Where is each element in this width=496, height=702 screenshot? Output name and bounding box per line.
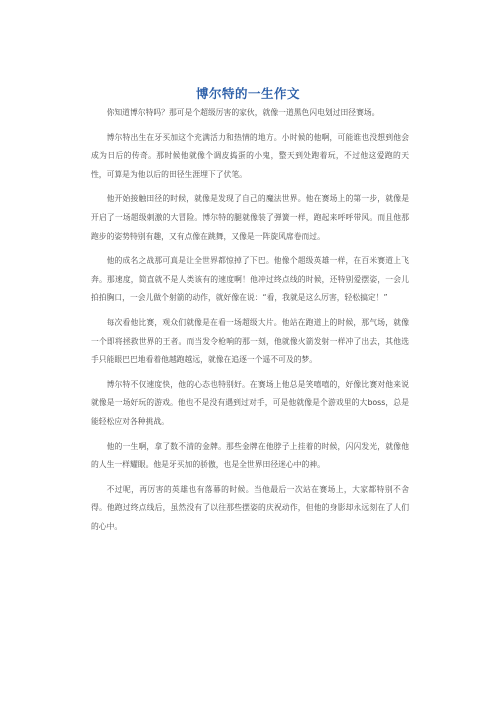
paragraph-8: 不过呢，再厉害的英雄也有落幕的时候。当他最后一次站在赛场上，大家都特别不舍得。他跑过终点线后，虽然没有了以往那些摆姿的庆祝动作，但他的身影却永远刻在了人们的心中。: [91, 484, 409, 531]
paragraph-2: 博尔特出生在牙买加这个充满活力和热情的地方。小时候的他啊，可能谁也没想到他会成为日后的传奇。那时候他就像个调皮捣蛋的小鬼，整天到处跑着玩，不过他这爱跑的天性，可算是为他以后的田径生涯埋下了伏笔。: [91, 132, 409, 179]
paragraph-6: 博尔特不仅速度快，他的心态也特别好。在赛场上他总是笑嘻嘻的，好像比赛对他来说就像是一场好玩的游戏。他也不是没有遇到过对手，可是他就像是个游戏里的大boss，总是能轻松应对各种挑战。: [91, 379, 409, 426]
paragraph-4: 他的成名之战那可真是让全世界都惊掉了下巴。他像个超级英雄一样，在百米赛道上飞奔。那速度，简直就不是人类该有的速度啊！他冲过终点线的时候，还特别爱摆姿，一会儿拍拍胸口，一会儿做个射箭的动作，就好像在说：“看，我就是这么厉害，轻松搞定！”: [91, 256, 409, 303]
paragraph-3: 他开始接触田径的时候，就像是发现了自己的魔法世界。他在赛场上的第一步，就像是开启了一场超级刺激的大冒险。博尔特的腿就像装了弹簧一样，跑起来呼呼带风。而且他那跑步的姿势特别有趣，又有点像在跳舞，又像是一阵旋风席卷而过。: [91, 194, 409, 241]
paragraph-5: 每次看他比赛，观众们就像是在看一场超级大片。他站在跑道上的时候，那气场，就像一个即将拯救世界的王者。而当发令枪响的那一刻，他就像火箭发射一样冲了出去，其他选手只能眼巴巴地看着他越跑越远，就像在追逐一个遥不可及的梦。: [91, 317, 409, 365]
document-title: 博尔特的一生作文: [195, 86, 300, 101]
paragraph-7: 他的一生啊，拿了数不清的金牌。那些金牌在他脖子上挂着的时候，闪闪发光，就像他的人生一样耀眼。他是牙买加的骄傲，也是全世界田径迷心中的神。: [91, 441, 409, 470]
document-body: [91, 104, 409, 542]
paragraph-1: 你知道博尔特吗？那可是个超级厉害的家伙，就像一道黑色闪电划过田径赛场。: [106, 108, 380, 117]
